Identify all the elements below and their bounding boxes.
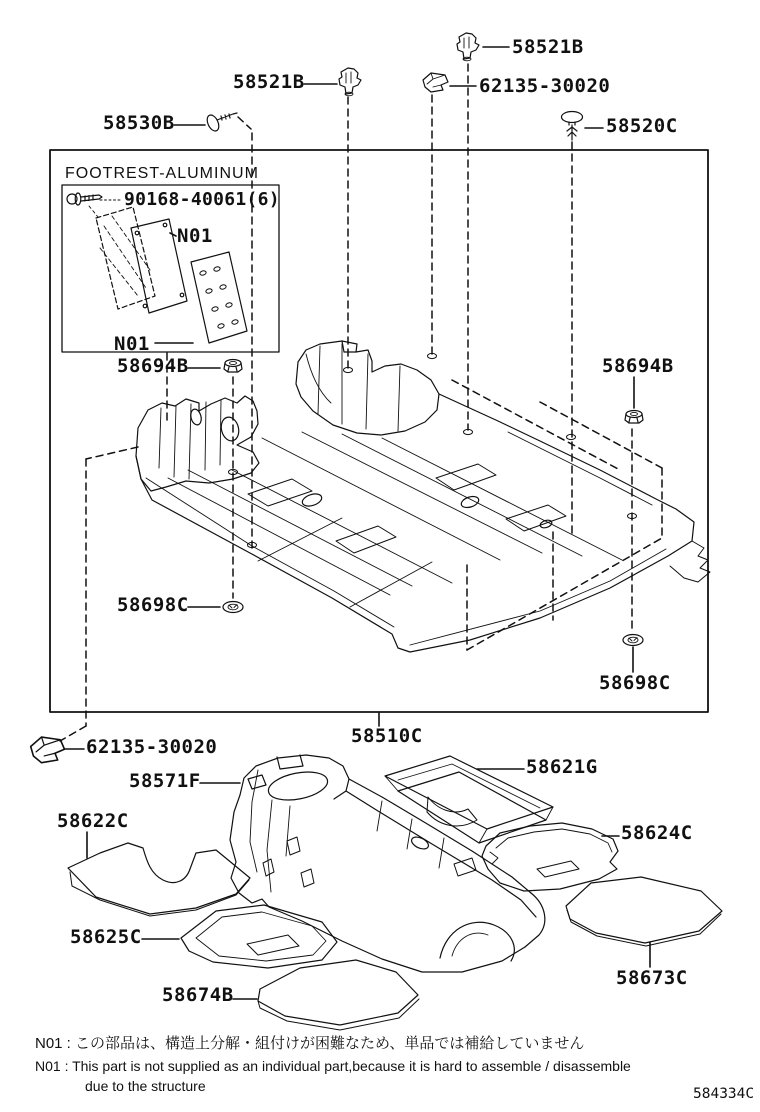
footrest-inset-title: FOOTREST-ALUMINUM <box>65 165 259 182</box>
grommet-58698c-left-icon <box>223 602 243 613</box>
note-japanese: N01 : この部品は、構造上分解・組付けが困難なため、単品では補給していません <box>35 1035 585 1052</box>
nut-clip-58694b-left-icon <box>224 360 242 373</box>
grommet-58698c-right-icon <box>623 635 643 646</box>
diagram-id-code: 584334C <box>693 1086 755 1102</box>
callout-62135-top: 62135-30020 <box>479 75 611 97</box>
callout-58530b: 58530B <box>103 112 175 134</box>
bracket-clip-62135-top-icon <box>423 73 448 92</box>
callout-62135-bottom: 62135-30020 <box>86 736 218 758</box>
mat-58625c-art <box>181 905 337 968</box>
callout-58694b-left: 58694B <box>117 355 189 377</box>
nut-clip-58694b-right-icon <box>625 411 643 424</box>
note-english: N01 : This part is not supplied as an individual part,because it is hard to assemble / disassemble <box>35 1058 631 1074</box>
callout-58625c: 58625C <box>70 926 142 948</box>
mat-58673c-art <box>566 877 722 946</box>
callout-58521b-mid: 58521B <box>233 71 305 93</box>
mat-58674b-art <box>258 960 419 1030</box>
dash-silencer-line-art <box>230 755 545 972</box>
callout-58694b-right: 58694B <box>602 355 674 377</box>
pin-58530b-icon <box>205 113 237 133</box>
mat-58622c-art <box>68 843 250 916</box>
push-clip-58521b-top-icon <box>457 33 479 61</box>
mat-58624c-art <box>482 823 618 891</box>
callout-58510c: 58510C <box>351 725 423 747</box>
callout-58622c: 58622C <box>57 810 129 832</box>
note-english-cont: due to the structure <box>85 1078 206 1094</box>
screw-icon <box>67 193 102 205</box>
callout-58698c-right: 58698C <box>599 672 671 694</box>
push-clip-58521b-mid-icon <box>339 68 361 96</box>
n01-ref-upper: N01 <box>177 225 213 247</box>
footrest-inset-art <box>67 193 247 343</box>
callout-58698c-left: 58698C <box>117 594 189 616</box>
callout-58521b-top: 58521B <box>512 36 584 58</box>
callout-58621g: 58621G <box>526 756 598 778</box>
callout-58624c: 58624C <box>621 822 693 844</box>
main-border-box <box>50 150 708 712</box>
callout-58673c: 58673C <box>616 967 688 989</box>
floor-carpet-line-art <box>136 341 710 652</box>
pin-58520c-icon <box>562 112 583 141</box>
n01-ref-lower: N01 <box>114 333 150 355</box>
callout-58571f: 58571F <box>129 770 201 792</box>
callout-58674b: 58674B <box>162 984 234 1006</box>
callout-58520c: 58520C <box>606 115 678 137</box>
callout-90168-40061: 90168-40061(6) <box>124 189 280 210</box>
